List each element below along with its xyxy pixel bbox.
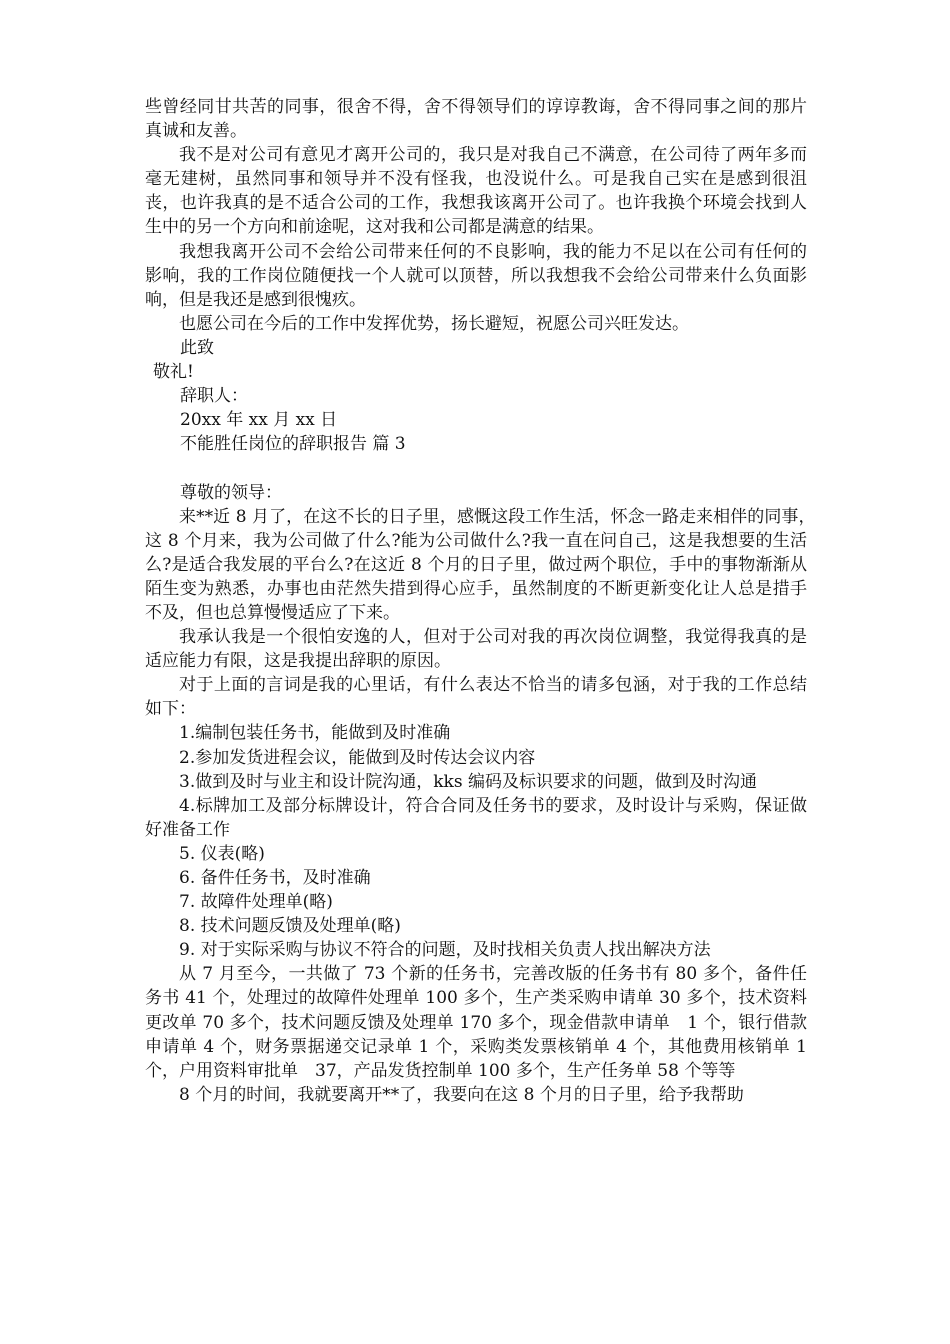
list-item: 2.参加发货进程会议，能做到及时传达会议内容 [179,747,536,768]
closing-line-2: 敬礼! [153,362,194,383]
paragraph-5: 来**近 8 月了，在这不长的日子里，感慨这段工作生活，怀念一路走来相伴的同事， 这 8 个月来，我为公司做了什么?能为公司做什么?我一直在问自己，这是我想要的生活么?是适合我发展的平台么?在这近 8 个月的日子里，做过两个职位，手中的事物渐渐从陌生变为熟悉，办事也由茫然失措到得心应手，虽然制度的不断更新变化让人总是措手不及，但也总算慢慢适应了下来。 [145,506,824,623]
paragraph-6: 我承认我是一个很怕安逸的人，但对于公司对我的再次岗位调整，我觉得我真的是适应能力有限，这是我提出辞职的原因。 [145,627,807,672]
list-item: 6. 备件任务书，及时准确 [179,868,371,888]
paragraph-3: 我想我离开公司不会给公司带来任何的不良影响，我的能力不足以在公司有任何的影响，我的工作岗位随便找一个人就可以顶替，所以我想我不会给公司带来什么负面影响，但是我还是感到很愧疚。 [145,241,807,310]
paragraph-4: 也愿公司在今后的工作中发挥优势，扬长避短，祝愿公司兴旺发达。 [179,313,689,334]
section-title: 不能胜任岗位的辞职报告 篇 3 [180,434,406,455]
paragraph-8: 从 7 月至今，一共做了 73 个新的任务书，完善改版的任务书有 80 多个，备件任务书 41 个，处理过的故障件处理单 100 多个，生产类采购申请单 30 多个，技术资料更改单 70 多个，技术问题反馈及处理单 170 多个，现金借款申请单 1 个，银行借款申请单 4 个，财务票据递交记录单 1 个，采购类发票核销单 4 个，其他费用核销单 1 个，户用资料审批单 37，产品发货控制单 100 多个，生产任务单 58 个等等 [145,964,807,1081]
list-item: 3.做到及时与业主和设计院沟通，kks 编码及标识要求的问题，做到及时沟通 [179,771,757,792]
salutation: 尊敬的领导： [180,482,282,503]
date-line: 20xx 年 xx 月 xx 日 [180,410,338,431]
blank-line [145,456,807,480]
list-item: 4.标牌加工及部分标牌设计，符合合同及任务书的要求，及时设计与采购，保证做好准备工作 [145,795,807,840]
list-item: 9. 对于实际采购与协议不符合的问题，及时找相关负责人找出解决方法 [179,940,711,961]
list-item: 1.编制包装任务书，能做到及时准确 [179,723,451,744]
closing-line-1: 此致 [180,337,214,358]
document-body [145,95,824,1107]
list-item: 8. 技术问题反馈及处理单(略) [179,916,401,937]
paragraph-1: 些曾经同甘共苦的同事，很舍不得，舍不得领导们的谆谆教诲，舍不得同事之间的那片真诚和友善。 [145,97,807,142]
list-item: 5. 仪表(略) [179,843,265,864]
paragraph-9: 8 个月的时间，我就要离开**了，我要向在这 8 个月的日子里，给予我帮助 [179,1084,744,1105]
paragraph-2: 我不是对公司有意见才离开公司的，我只是对我自己不满意，在公司待了两年多而毫无建树，虽然同事和领导并不没有怪我，也没说什么。可是我自己实在是感到很沮丧，也许我真的是不适合公司的工作，我想我该离开公司了。也许我换个环境会找到人生中的另一个方向和前途呢，这对我和公司都是满意的结果。 [145,145,807,238]
list-item: 7. 故障件处理单(略) [179,892,333,913]
paragraph-7: 对于上面的言词是我的心里话，有什么表达不恰当的请多包涵，对于我的工作总结如下： [145,675,807,720]
signer-label: 辞职人： [180,386,248,407]
